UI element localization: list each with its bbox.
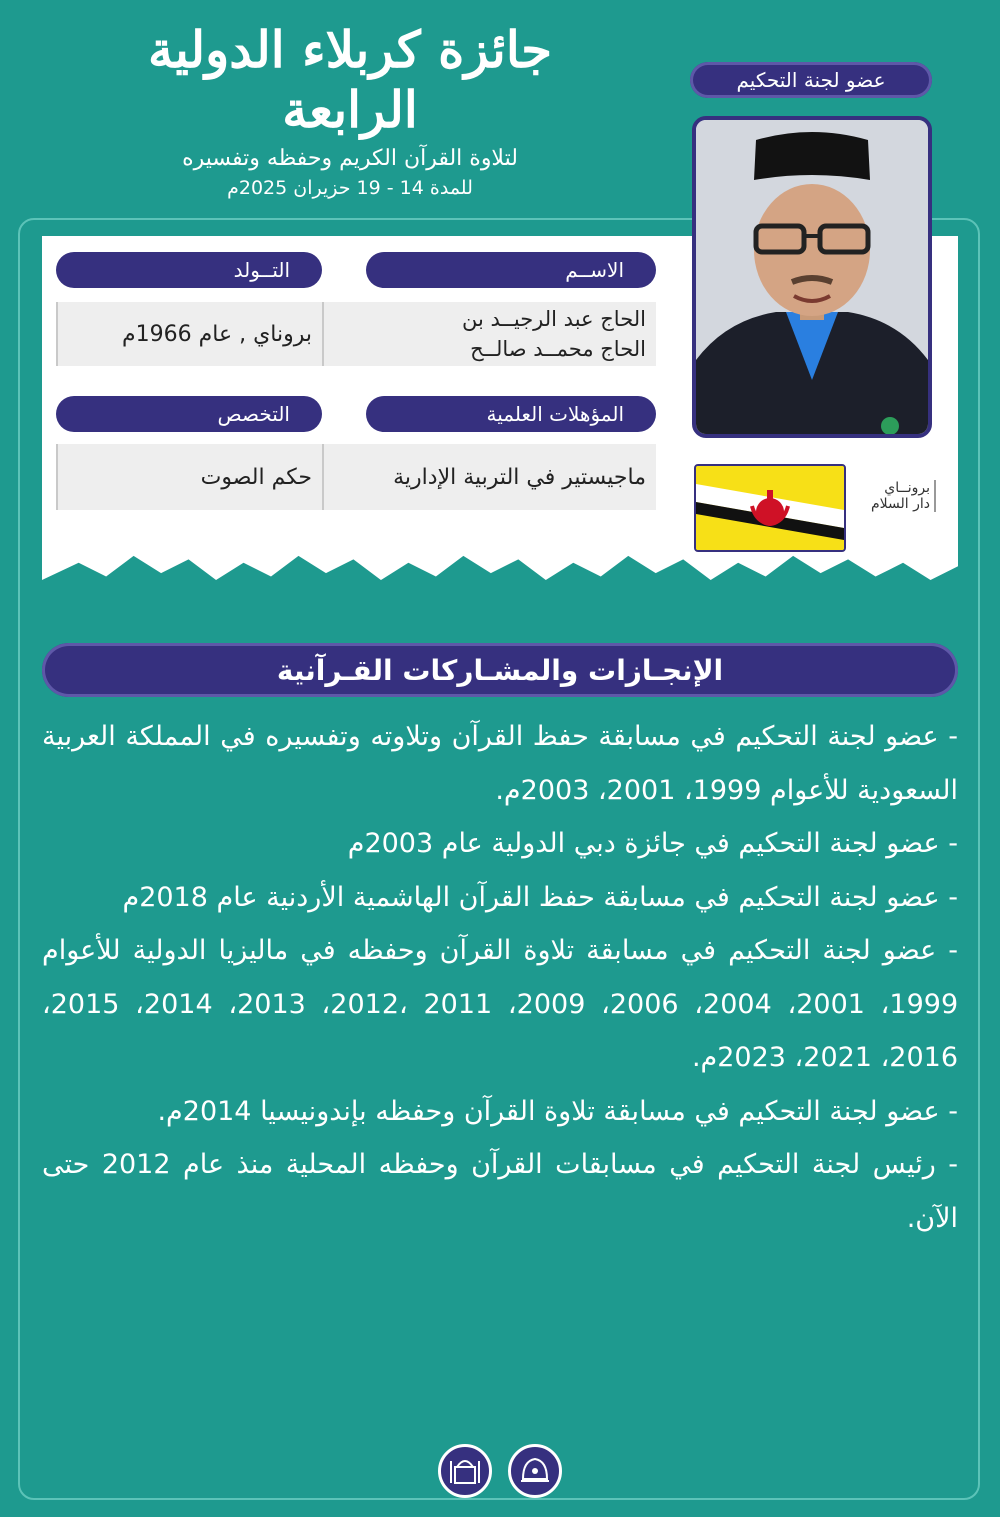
achievement-item: - عضو لجنة التحكيم في مسابقة حفظ القرآن وتلاوته وتفسيره في المملكة العربية السعودية للأعوام 1999، 2001، 2003م. bbox=[42, 721, 958, 806]
shrine-emblem-icon bbox=[447, 1453, 483, 1489]
header bbox=[110, 20, 590, 199]
specialty-label: التخصص bbox=[56, 396, 322, 432]
portrait-photo bbox=[692, 116, 932, 438]
qualification-label: المؤهلات العلمية bbox=[366, 396, 656, 432]
flag-icon bbox=[696, 466, 844, 550]
name-value bbox=[322, 302, 656, 366]
name-line-2: الحاج محمــد صالــح bbox=[470, 337, 646, 361]
role-badge: عضو لجنة التحكيم bbox=[690, 62, 932, 98]
award-dates: للمدة 14 - 19 حزيران 2025م bbox=[227, 177, 473, 199]
person-silhouette-icon bbox=[696, 120, 928, 434]
achievements-list bbox=[42, 710, 958, 1245]
name-label: الاســم bbox=[366, 252, 656, 288]
dome-emblem-icon bbox=[517, 1453, 553, 1489]
qualification-value: ماجيستير في التربية الإدارية bbox=[322, 444, 656, 510]
shrine-logo bbox=[438, 1444, 492, 1498]
award-title: جائزة كربلاء الدولية الرابعة bbox=[148, 20, 552, 139]
achievement-item: - عضو لجنة التحكيم في مسابقة تلاوة القرآن وحفظه بإندونيسيا 2014م. bbox=[157, 1095, 958, 1127]
achievement-item: - عضو لجنة التحكيم في مسابقة تلاوة القرآن وحفظه في ماليزيا الدولية للأعوام 1999، 2001، 2004، 2006، 2009، 2011 ،2012، 2013، 2014، 2015، 2016، 2021، 2023م. bbox=[42, 935, 959, 1073]
achievement-item: - عضو لجنة التحكيم في مسابقة حفظ القرآن الهاشمية الأردنية عام 2018م bbox=[122, 881, 958, 913]
achievements-title: الإنجـازات والمشـاركات القـرآنية bbox=[42, 643, 958, 697]
country-info bbox=[846, 480, 936, 512]
name-line-1: الحاج عبد الرجيــد بن bbox=[462, 307, 646, 331]
quran-center-logo bbox=[508, 1444, 562, 1498]
award-subtitle: لتلاوة القرآن الكريم وحفظه وتفسيره bbox=[182, 146, 518, 171]
achievement-item: - عضو لجنة التحكيم في جائزة دبي الدولية عام 2003م bbox=[347, 828, 958, 859]
country-capital: دار السلام bbox=[870, 496, 930, 512]
birth-label: التــولد bbox=[56, 252, 322, 288]
country-name: برونــاي bbox=[884, 480, 930, 496]
birth-value: بروناي , عام 1966م bbox=[56, 302, 322, 366]
specialty-value: حكم الصوت bbox=[56, 444, 322, 510]
achievement-item: - رئيس لجنة التحكيم في مسابقات القرآن وحفظه المحلية منذ عام 2012 حتى الآن. bbox=[42, 1149, 958, 1234]
brunei-flag bbox=[694, 464, 846, 552]
